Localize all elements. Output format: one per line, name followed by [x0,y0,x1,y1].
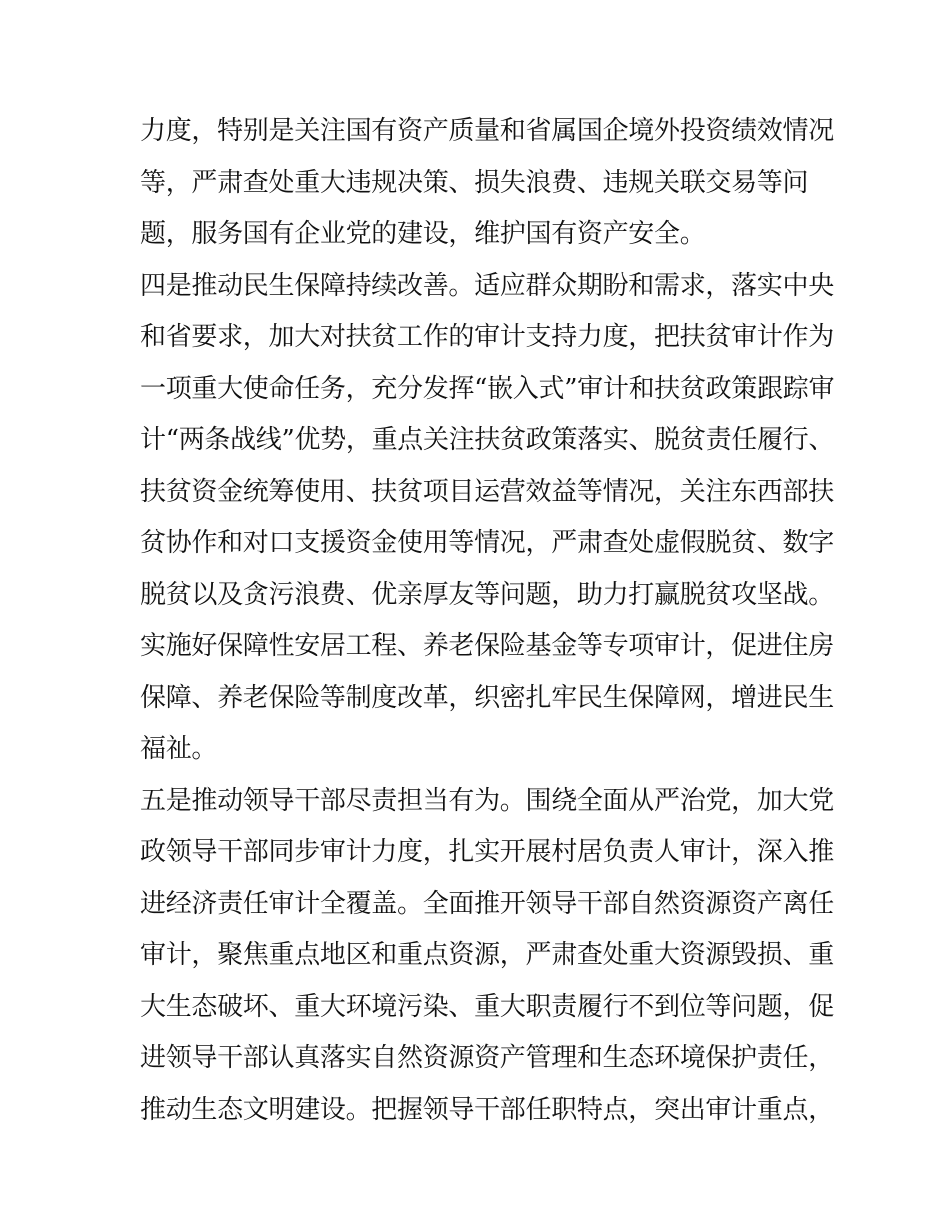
text-line: 审计，聚焦重点地区和重点资源，严肃查处重大资源毁损、重 [140,940,834,970]
text-line: 脱贫以及贪污浪费、优亲厚友等问题，助力打赢脱贫攻坚战。 [140,579,834,610]
text-line: 四是推动民生保障持续改善。适应群众期盼和需求，落实中央 [140,270,834,301]
text-line: 进经济责任审计全覆盖。全面推开领导干部自然资源资产离任 [140,888,834,919]
text-line: 题，服务国有企业党的建设，维护国有资产安全。 [140,219,706,249]
text-line: 福祉。 [140,734,218,764]
text-line: 推动生态文明建设。把握领导干部任职特点，突出审计重点， [140,1094,834,1125]
text-line: 五是推动领导干部尽责担当有为。围绕全面从严治党，加大党 [140,785,834,816]
text-line: 等，严肃查处重大违规决策、损失浪费、违规关联交易等问 [140,167,809,198]
text-line: 和省要求，加大对扶贫工作的审计支持力度，把扶贫审计作为 [140,322,834,352]
text-line: 保障、养老保险等制度改革，织密扎牢民生保障网，增进民生 [140,682,834,713]
text-line: 力度，特别是关注国有资产质量和省属国企境外投资绩效情况 [140,116,834,146]
text-line: 进领导干部认真落实自然资源资产管理和生态环境保护责任， [140,1043,834,1073]
text-line: 政领导干部同步审计力度，扎实开展村居负责人审计，深入推 [140,837,834,867]
text-line: 一项重大使命任务，充分发挥“嵌入式”审计和扶贫政策跟踪审 [140,373,835,404]
text-line: 扶贫资金统筹使用、扶贫项目运营效益等情况，关注东西部扶 [140,476,834,507]
text-line: 大生态破坏、重大环境污染、重大职责履行不到位等问题，促 [140,991,834,1022]
body-text [140,106,835,1136]
text-line: 计“两条战线”优势，重点关注扶贫政策落实、脱贫责任履行、 [140,425,835,455]
text-line: 贫协作和对口支援资金使用等情况，严肃查处虚假脱贫、数字 [140,528,834,558]
text-line: 实施好保障性安居工程、养老保险基金等专项审计，促进住房 [140,631,834,661]
